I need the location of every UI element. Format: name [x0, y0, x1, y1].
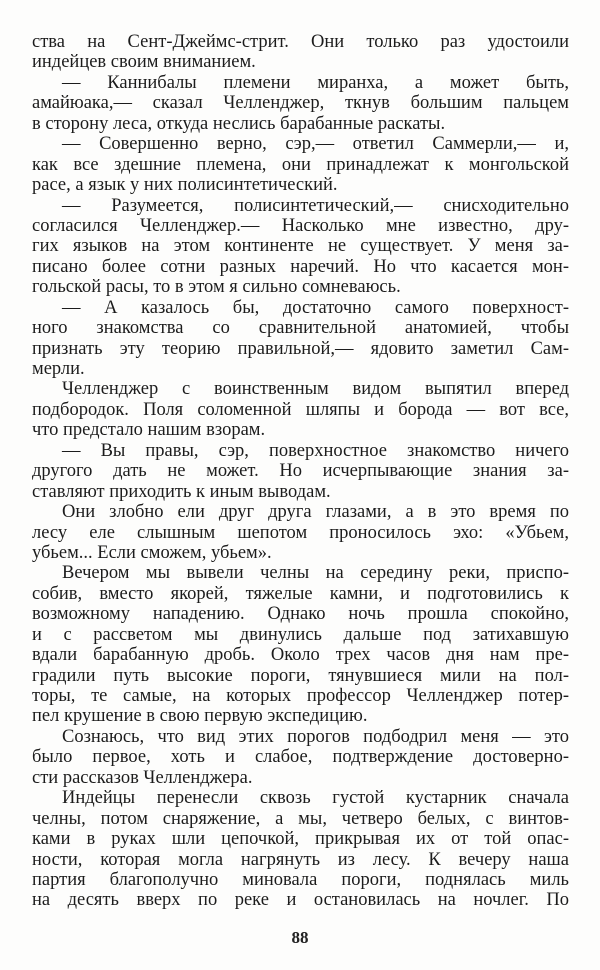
text-line: сти рассказов Челленджера. [32, 767, 253, 788]
text-line: убьем... Если сможем, убьем». [32, 542, 272, 563]
text-line: индейцев своим вниманием. [32, 52, 256, 73]
text-line: что предстало нашим взорам. [32, 420, 266, 441]
text-line: и с рассветом мы двинулись дальше под затихавшую [32, 624, 569, 645]
text-line: Они злобно ели друг друга глазами, а в это время по [62, 502, 569, 523]
text-line: — Разумеется, полисинтетический,— снисходительно [62, 195, 569, 216]
text-line: писано более сотни разных наречий. Но что касается мон- [32, 256, 569, 277]
text-line: подбородок. Поля соломенной шляпы и борода — вот все, [32, 399, 569, 420]
text-line: расе, а язык у них полисинтетический. [32, 175, 338, 196]
text-line: собив, вместо якорей, тяжелые камни, и подготовились к [32, 583, 569, 604]
text-line: градили путь высокие пороги, тянувшиеся мили на пол- [32, 665, 569, 686]
text-line: Челленджер с воинственным видом выпятил вперед [62, 379, 569, 400]
text-line: — Совершенно верно, сэр,— ответил Саммерли,— и, [62, 134, 569, 155]
text-line: лесу еле слышным шепотом проносилось эхо: «Убьем, [32, 522, 569, 543]
text-line: Индейцы перенесли сквозь густой кустарник сначала [62, 788, 569, 809]
text-line: ства на Сент-Джеймс-стрит. Они только раз удостоили [32, 32, 569, 52]
text-line: амайюака,— сказал Челленджер, ткнув большим пальцем [32, 93, 569, 114]
text-line: ками в руках шли цепочкой, прикрывая их от той опас- [32, 829, 569, 850]
text-line: — Каннибалы племени миранха, а может быть, [62, 72, 569, 93]
text-line: возможному нападению. Однако ночь прошла спокойно, [32, 604, 569, 625]
text-line: как все здешние племена, они принадлежат к монгольской [32, 154, 569, 175]
text-line: гих языков на этом континенте не существует. У меня за- [32, 236, 569, 257]
text-line: гольской расы, то в этом я сильно сомневаюсь. [32, 277, 401, 298]
text-line: ставляют приходить к иным выводам. [32, 481, 331, 502]
text-line: на десять вверх по реке и остановилась на ночлег. По [32, 890, 569, 911]
text-line: вдали барабанную дробь. Около трех часов дня нам пре- [32, 645, 569, 666]
text-line: в сторону леса, откуда неслись барабанные раскаты. [32, 113, 446, 134]
text-line: ного знакомства со сравнительной анатомией, чтобы [32, 318, 569, 339]
text-line: торы, те самые, на которых профессор Челленджер потер- [32, 686, 569, 706]
text-line: согласился Челленджер.— Насколько мне известно, дру- [32, 215, 569, 236]
text-line: признать эту теорию правильной,— ядовито заметил Сам- [32, 338, 569, 359]
text-line: пел крушение в свою первую экспедицию. [32, 706, 368, 727]
text-line: Сознаюсь, что вид этих порогов подбодрил меня — это [62, 726, 569, 747]
text-line: ности, которая могла нагрянуть из лесу. К вечеру наша [32, 849, 569, 870]
text-line: мерли. [32, 359, 85, 379]
text-line: — Вы правы, сэр, поверхностное знакомство ничего [62, 440, 569, 461]
text-line: было первое, хоть и слабое, подтверждение достоверно- [32, 747, 569, 768]
text-line: другого дать не может. Но исчерпывающие знания за- [32, 461, 569, 482]
text-line: челны, потом снаряжение, а мы, четверо белых, с винтов- [32, 808, 569, 829]
page-number: 88 [291, 928, 309, 947]
body-text [32, 32, 569, 911]
text-line: партия благополучно миновала пороги, поднялась миль [32, 869, 569, 890]
text-line: Вечером мы вывели челны на середину реки, приспо- [62, 563, 569, 584]
text-line: — А казалось бы, достаточно самого поверхност- [62, 297, 569, 318]
